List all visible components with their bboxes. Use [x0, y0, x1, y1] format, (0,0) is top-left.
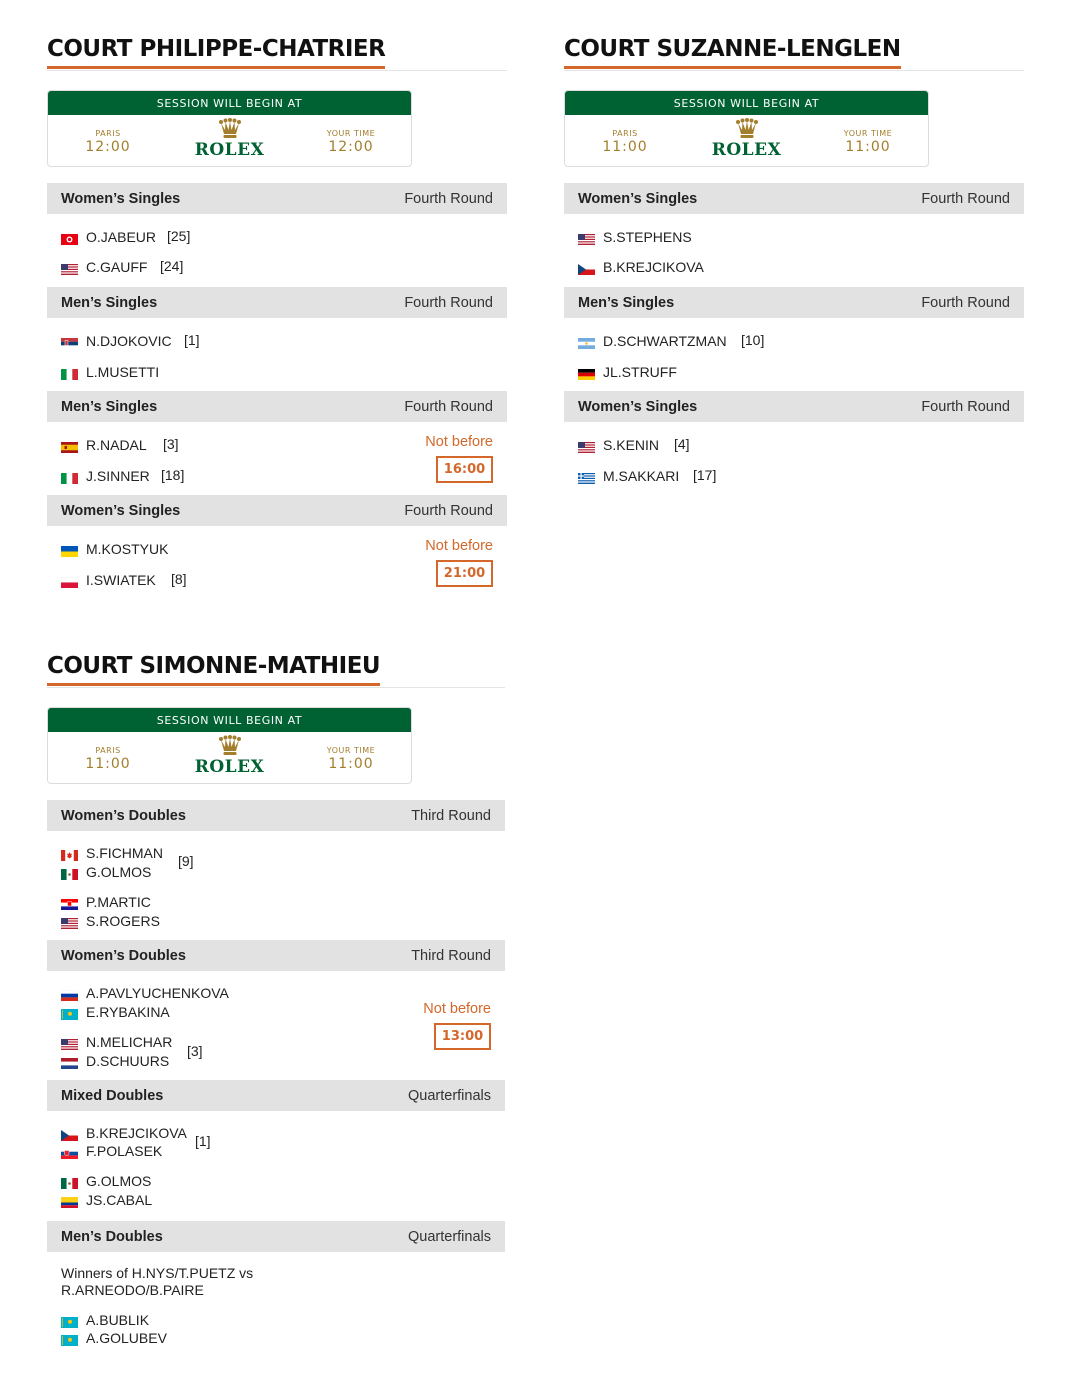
- crown-icon: [735, 118, 759, 140]
- match: [47, 391, 507, 495]
- russia-flag-icon: [61, 988, 78, 999]
- not-before: Not before 13:00: [423, 1000, 491, 1050]
- player[interactable]: A.GOLUBEV: [61, 1329, 167, 1347]
- poland-flag-icon: [61, 575, 78, 586]
- player[interactable]: JS.CABAL: [61, 1191, 152, 1209]
- court-title: COURT PHILIPPE-CHATRIER: [47, 36, 385, 69]
- player[interactable]: S.ROGERS: [61, 912, 160, 930]
- seed: [1]: [195, 1133, 211, 1149]
- kazakhstan-flag-icon: [61, 1333, 78, 1344]
- paris-time: PARIS 11:00: [602, 129, 648, 155]
- player[interactable]: P.MARTIC: [61, 893, 151, 911]
- seed: [8]: [171, 571, 187, 587]
- player[interactable]: M.KOSTYUK: [61, 540, 168, 558]
- match: [47, 1080, 505, 1221]
- seed: [1]: [184, 332, 200, 348]
- not-before-time: 21:00: [436, 560, 493, 587]
- player[interactable]: A.BUBLIK: [61, 1311, 149, 1329]
- match-header: [564, 183, 1024, 214]
- match: [47, 940, 505, 1080]
- match-type: Men’s Doubles: [61, 1229, 163, 1245]
- your-time: YOUR TIME 12:00: [326, 129, 376, 155]
- seed: [24]: [160, 258, 184, 274]
- your-time: YOUR TIME 11:00: [843, 129, 893, 155]
- match: [564, 287, 1024, 391]
- match-round: Third Round: [411, 948, 491, 964]
- italy-flag-icon: [61, 471, 78, 482]
- slovakia-flag-icon: [61, 1146, 78, 1157]
- match-type: Women’s Doubles: [61, 808, 186, 824]
- seed: [25]: [167, 228, 191, 244]
- match-type: Women’s Singles: [61, 191, 181, 207]
- player[interactable]: E.RYBAKINA: [61, 1003, 170, 1021]
- court-heading: [564, 36, 1024, 71]
- player[interactable]: I.SWIATEK: [61, 571, 156, 589]
- player[interactable]: B.KREJCIKOVA: [578, 258, 704, 276]
- match-header: [47, 287, 507, 318]
- rolex-logo: ROLEX: [185, 735, 275, 777]
- usa-flag-icon: [578, 440, 595, 451]
- mexico-flag-icon: [61, 1176, 78, 1187]
- court-heading: [47, 36, 507, 71]
- seed: [18]: [161, 467, 185, 483]
- session-box: [47, 707, 412, 784]
- serbia-flag-icon: [61, 336, 78, 347]
- match-header: [564, 287, 1024, 318]
- match-header: [47, 183, 507, 214]
- match: [47, 800, 505, 940]
- player[interactable]: D.SCHUURS: [61, 1052, 169, 1070]
- canada-flag-icon: [61, 848, 78, 859]
- player[interactable]: J.SINNER: [61, 467, 150, 485]
- court-suzanne-lenglen: [564, 36, 1024, 495]
- match-round: Fourth Round: [404, 399, 493, 415]
- session-label: SESSION WILL BEGIN AT: [48, 708, 411, 732]
- germany-flag-icon: [578, 367, 595, 378]
- court-heading: [47, 653, 505, 688]
- match-round: Fourth Round: [921, 191, 1010, 207]
- paris-time: PARIS 12:00: [85, 129, 131, 155]
- match-round: Fourth Round: [404, 191, 493, 207]
- seed: [3]: [163, 436, 179, 452]
- ukraine-flag-icon: [61, 544, 78, 555]
- seed: [3]: [187, 1043, 203, 1059]
- seed: [10]: [741, 332, 765, 348]
- czech-flag-icon: [61, 1128, 78, 1139]
- match: [564, 183, 1024, 287]
- match-type: Women’s Singles: [578, 399, 698, 415]
- match: [47, 183, 507, 287]
- rolex-logo: ROLEX: [702, 118, 792, 160]
- player[interactable]: O.JABEUR: [61, 228, 156, 246]
- player[interactable]: R.NADAL: [61, 436, 147, 454]
- match: [47, 495, 507, 599]
- session-label: SESSION WILL BEGIN AT: [565, 91, 928, 115]
- match-list: [47, 183, 507, 599]
- match-type: Women’s Singles: [61, 503, 181, 519]
- player[interactable]: A.PAVLYUCHENKOVA: [61, 984, 229, 1002]
- court-philippe-chatrier: [47, 36, 507, 599]
- usa-flag-icon: [61, 916, 78, 927]
- match-type: Men’s Singles: [61, 399, 158, 415]
- player[interactable]: S.KENIN: [578, 436, 659, 454]
- match-header: [47, 940, 505, 971]
- player[interactable]: D.SCHWARTZMAN: [578, 332, 727, 350]
- kazakhstan-flag-icon: [61, 1315, 78, 1326]
- player[interactable]: N.DJOKOVIC: [61, 332, 172, 350]
- match: [564, 391, 1024, 495]
- match-header: [47, 495, 507, 526]
- player[interactable]: G.OLMOS: [61, 1172, 151, 1190]
- player[interactable]: S.FICHMAN: [61, 844, 163, 862]
- tunisia-flag-icon: [61, 232, 78, 243]
- match-round: Fourth Round: [921, 399, 1010, 415]
- session-label: SESSION WILL BEGIN AT: [48, 91, 411, 115]
- seed: [17]: [693, 467, 717, 483]
- match-header: [47, 1080, 505, 1111]
- match-round: Fourth Round: [404, 295, 493, 311]
- crown-icon: [218, 118, 242, 140]
- seed: [9]: [178, 853, 194, 869]
- not-before: Not before 16:00: [425, 433, 493, 483]
- match-type: Mixed Doubles: [61, 1088, 164, 1104]
- court-title: COURT SIMONNE-MATHIEU: [47, 653, 380, 686]
- crown-icon: [218, 735, 242, 757]
- usa-flag-icon: [61, 262, 78, 273]
- usa-flag-icon: [578, 232, 595, 243]
- match-round: Third Round: [411, 808, 491, 824]
- player[interactable]: F.POLASEK: [61, 1142, 162, 1160]
- czech-flag-icon: [578, 262, 595, 273]
- player[interactable]: S.STEPHENS: [578, 228, 692, 246]
- kazakhstan-flag-icon: [61, 1007, 78, 1018]
- match: [47, 287, 507, 391]
- court-simonne-mathieu: [47, 653, 505, 1352]
- italy-flag-icon: [61, 367, 78, 378]
- usa-flag-icon: [61, 1037, 78, 1048]
- not-before-time: 16:00: [436, 456, 493, 483]
- netherlands-flag-icon: [61, 1056, 78, 1067]
- match-header: [564, 391, 1024, 422]
- match-type: Men’s Singles: [578, 295, 675, 311]
- match: [47, 1221, 505, 1352]
- court-title: COURT SUZANNE-LENGLEN: [564, 36, 901, 69]
- match-round: Fourth Round: [404, 503, 493, 519]
- player[interactable]: C.GAUFF: [61, 258, 147, 276]
- spain-flag-icon: [61, 440, 78, 451]
- match-header: [47, 800, 505, 831]
- colombia-flag-icon: [61, 1195, 78, 1206]
- match-header: [47, 1221, 505, 1252]
- not-before: Not before 21:00: [425, 537, 493, 587]
- session-box: [47, 90, 412, 167]
- match-round: Quarterfinals: [407, 1088, 491, 1104]
- player[interactable]: L.MUSETTI: [61, 363, 159, 381]
- not-before-time: 13:00: [434, 1023, 491, 1050]
- argentina-flag-icon: [578, 336, 595, 347]
- player[interactable]: M.SAKKARI: [578, 467, 679, 485]
- match-header: [47, 391, 507, 422]
- paris-time: PARIS 11:00: [85, 746, 131, 772]
- your-time: YOUR TIME 11:00: [326, 746, 376, 772]
- match-round: Fourth Round: [921, 295, 1010, 311]
- rolex-logo: ROLEX: [185, 118, 275, 160]
- mexico-flag-icon: [61, 867, 78, 878]
- player[interactable]: JL.STRUFF: [578, 363, 677, 381]
- winners-text: Winners of H.NYS/T.PUETZ vs R.ARNEODO/B.PAIRE: [61, 1265, 254, 1298]
- match-list: [564, 183, 1024, 495]
- player[interactable]: N.MELICHAR: [61, 1033, 172, 1051]
- croatia-flag-icon: [61, 897, 78, 908]
- seed: [4]: [674, 436, 690, 452]
- session-box: [564, 90, 929, 167]
- player[interactable]: G.OLMOS: [61, 863, 151, 881]
- match-type: Men’s Singles: [61, 295, 158, 311]
- player[interactable]: B.KREJCIKOVA: [61, 1124, 187, 1142]
- match-type: Women’s Doubles: [61, 948, 186, 964]
- greece-flag-icon: [578, 471, 595, 482]
- match-round: Quarterfinals: [407, 1229, 491, 1245]
- match-type: Women’s Singles: [578, 191, 698, 207]
- match-list: [47, 800, 505, 1352]
